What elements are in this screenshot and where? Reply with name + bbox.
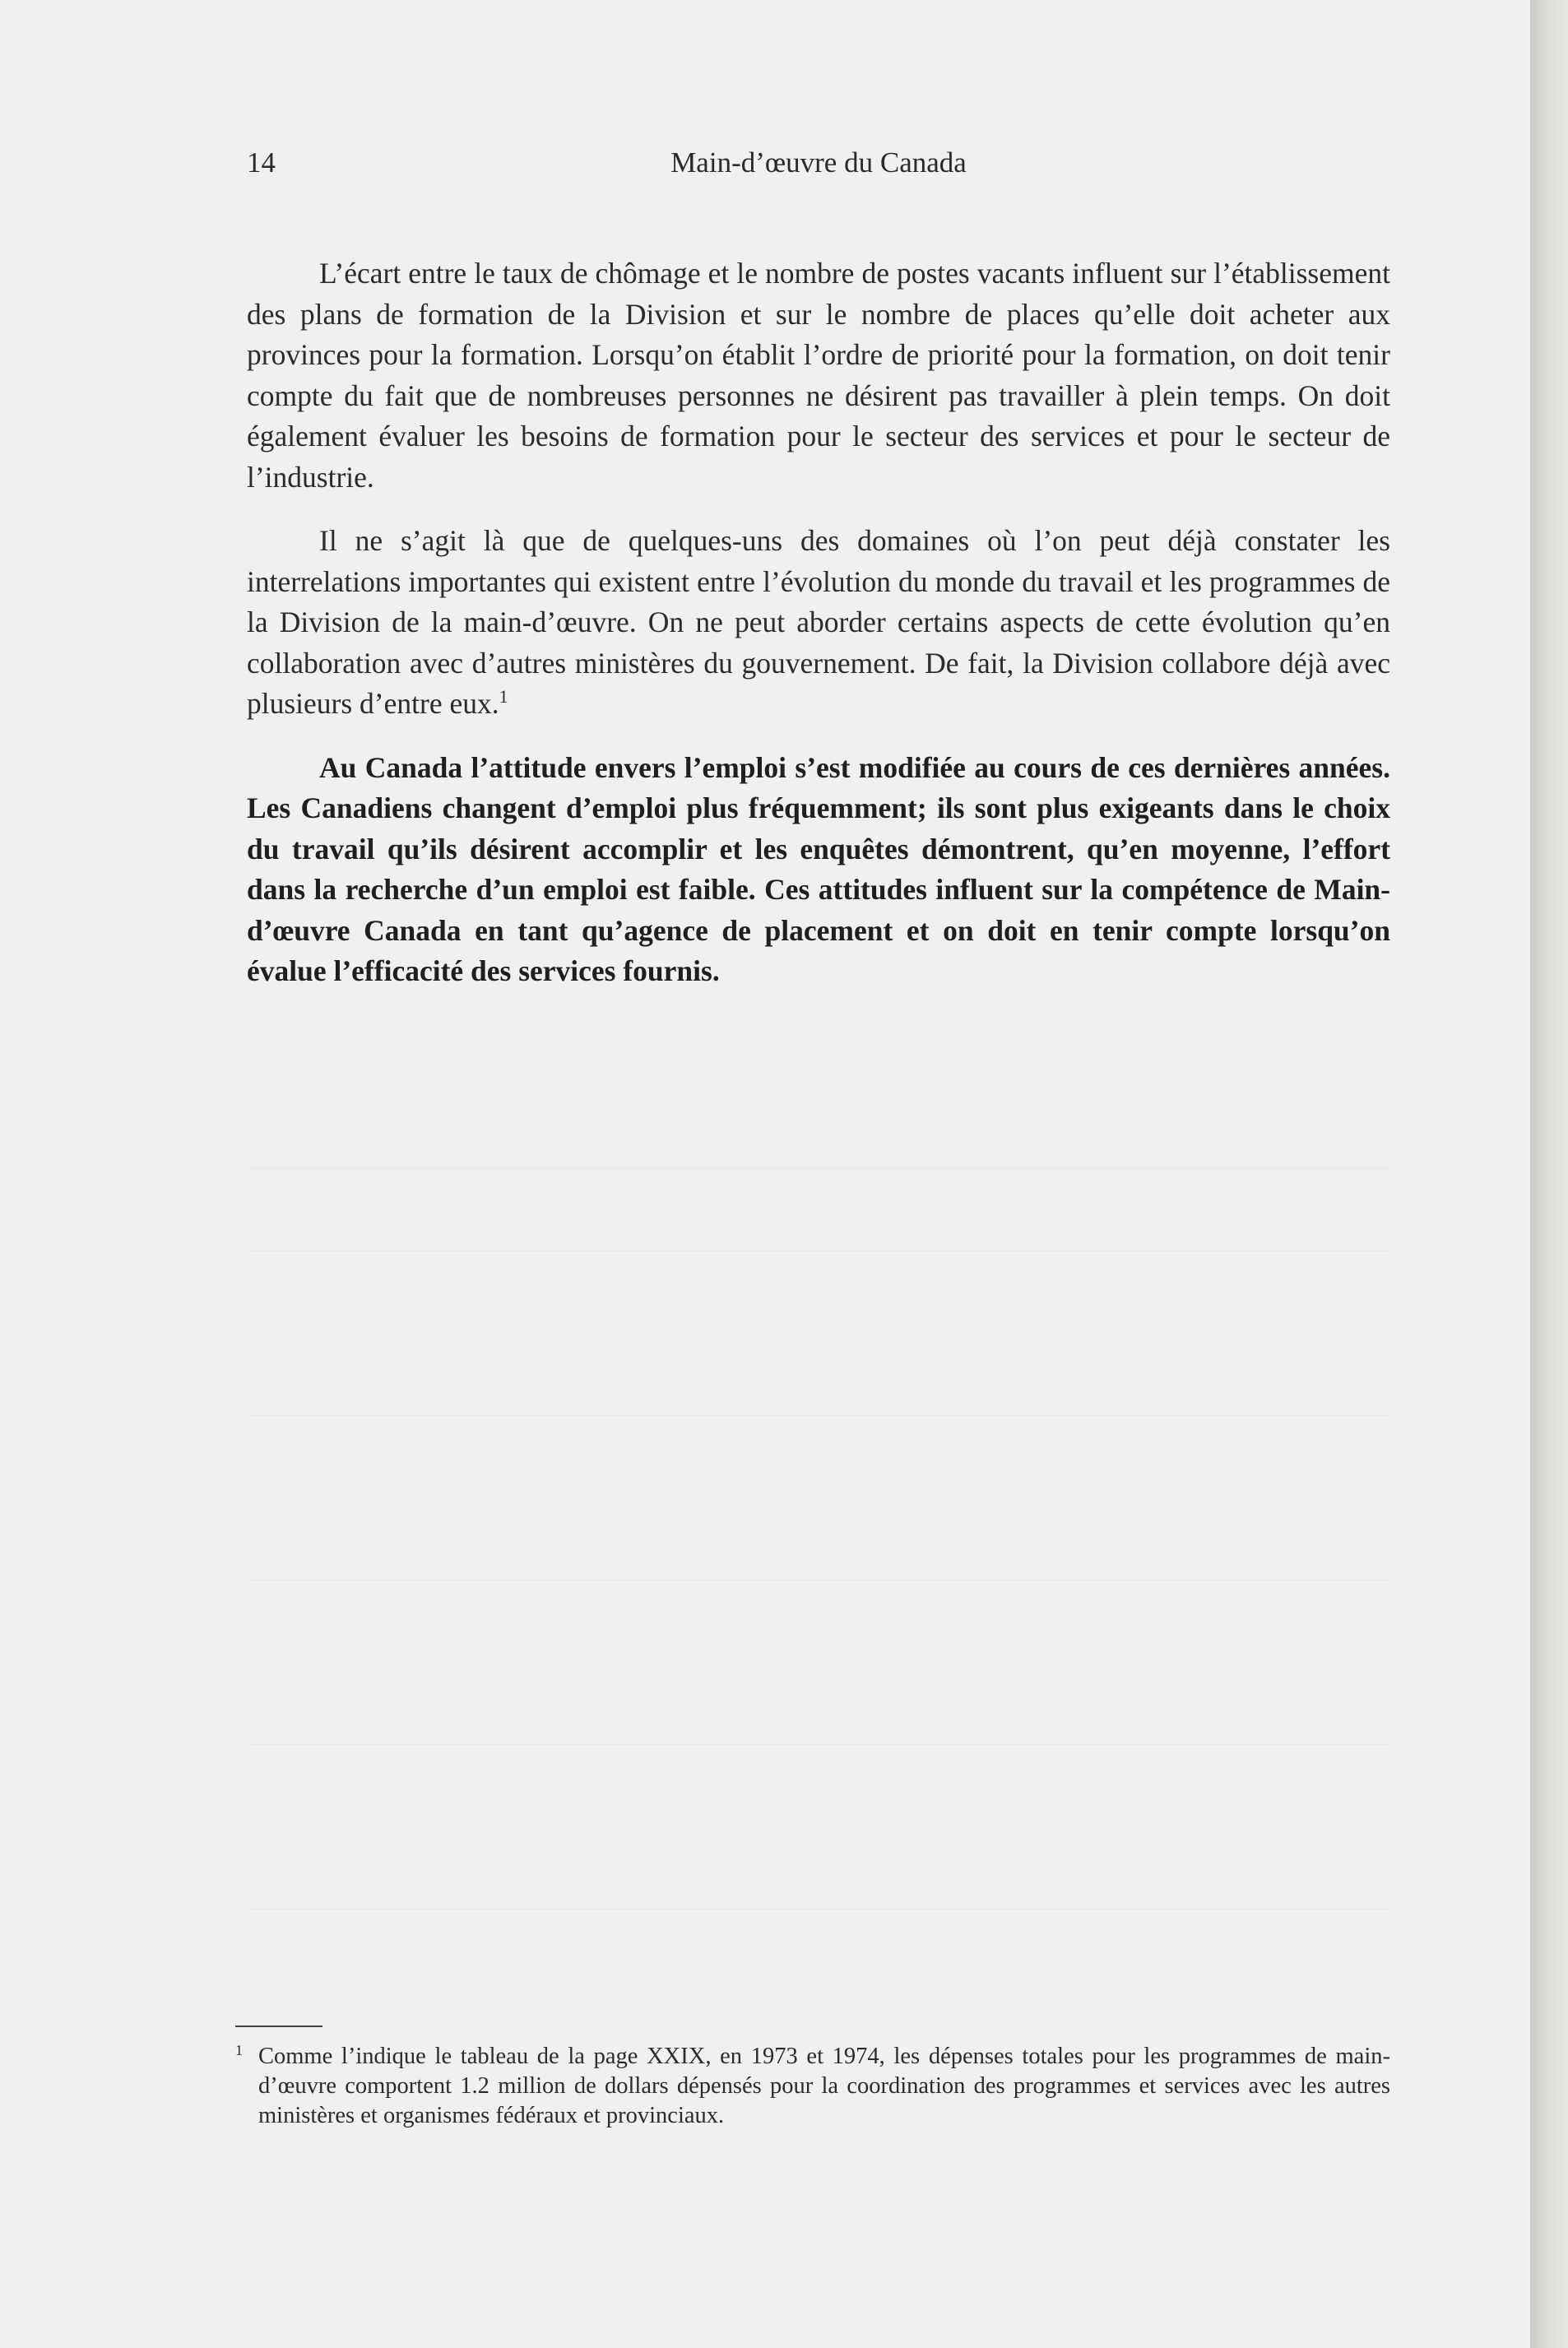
paragraph-text: L’écart entre le taux de chômage et le nombre de postes vacants influent sur l’établissement des plans de formation de la Division et sur le nombre de places qu’elle doit acheter aux provinces pour la formation. Lorsqu’on établit l’ordre de priorité pour la formation, on doit tenir compte du fait que de nombreuses personnes ne désirent pas travailler à plein temps. On doit également évaluer les besoins de formation pour le secteur des services et pour le secteur de l’industrie. <box>247 257 1390 494</box>
footnote-reference[interactable]: 1 <box>499 686 508 708</box>
footnote: 1 Comme l’indique le tableau de la page XXIX, en 1973 et 1974, les dépenses totales pour les programmes de main-d’œuvre comportent 1.2 million de dollars dépensés pour la coordination des programmes et services avec les autres ministères et organismes fédéraux et provinciaux. <box>235 2041 1390 2128</box>
paragraph <box>247 253 1390 498</box>
paragraph <box>247 521 1390 725</box>
bold-paragraph <box>247 748 1390 992</box>
running-title: Main-d’œuvre du Canada <box>670 146 967 179</box>
footnote-text: Comme l’indique le tableau de la page XXIX, en 1973 et 1974, les dépenses totales pour les programmes de main-d’œuvre comportent 1.2 million de dollars dépensés pour la coordination des programmes et services avec les autres ministères et organismes fédéraux et provinciaux. <box>258 2044 1390 2128</box>
body-text <box>247 253 1390 1015</box>
footnote-separator <box>235 2025 322 2027</box>
show-through-line <box>247 1415 1390 1416</box>
page-header <box>247 146 1390 196</box>
page-number: 14 <box>247 146 276 179</box>
paragraph-text: Il ne s’agit là que de quelques-uns des domaines où l’on peut déjà constater les interrelations importantes qui existent entre l’évolution du monde du travail et les programmes de la Division de la main-d’œuvre. On ne peut aborder certains aspects de cette évolution qu’en collaboration avec d’autres ministères du gouvernement. De fait, la Division collabore déjà avec plusieurs d’entre eux. <box>247 524 1390 720</box>
show-through-line <box>247 1744 1390 1745</box>
page-edge <box>1530 0 1568 2348</box>
paragraph-text: Au Canada l’attitude envers l’emploi s’est modifiée au cours de ces dernières années. Les Canadiens changent d’emploi plus fréquemment; ils sont plus exigeants dans le choix du travail qu’ils désirent accomplir et les enquêtes démontrent, qu’en moyenne, l’effort dans la recherche d’un emploi est faible. Ces attitudes influent sur la compétence de Main-d’œuvre Canada en tant qu’agence de placement et on doit en tenir compte lorsqu’on évalue l’efficacité des services fournis. <box>247 750 1390 987</box>
show-through-line <box>247 1168 1390 1169</box>
